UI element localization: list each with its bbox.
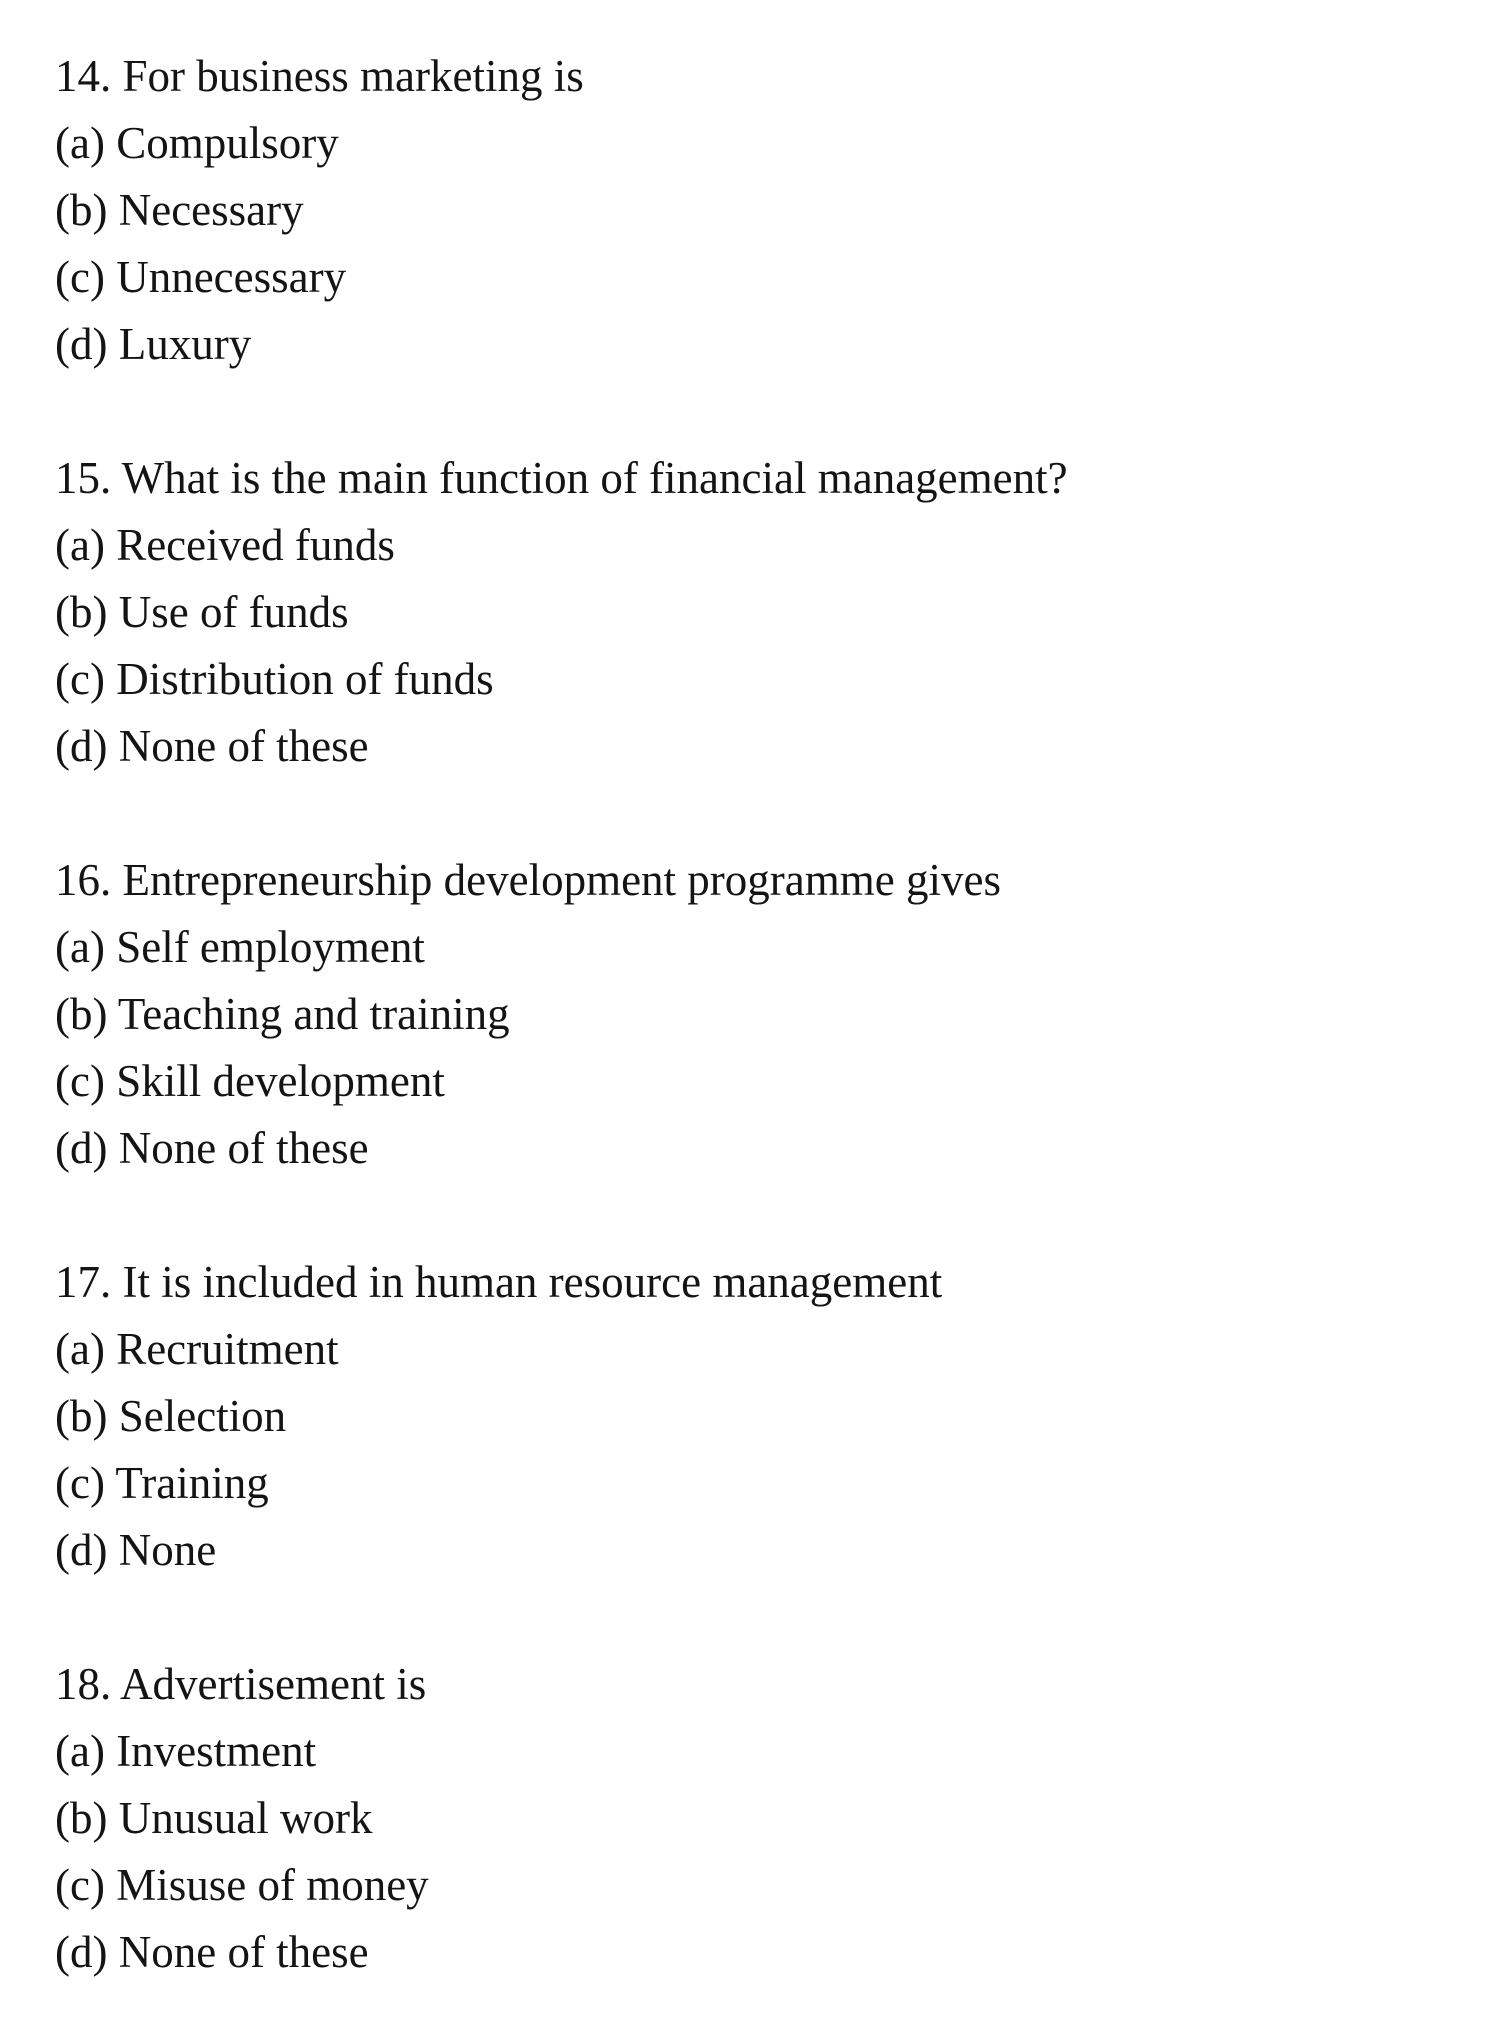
question-15-option-c: (c) Distribution of funds <box>55 654 494 704</box>
question-14-prompt: 14. For business marketing is <box>55 51 584 101</box>
question-17-option-a: (a) Recruitment <box>55 1324 339 1374</box>
question-16-prompt: 16. Entrepreneurship development programme gives <box>55 855 1001 905</box>
question-18-prompt: 18. Advertisement is <box>55 1659 427 1709</box>
question-16-option-b: (b) Teaching and training <box>55 989 510 1039</box>
question-14-option-d: (d) Luxury <box>55 319 252 369</box>
question-17-option-c: (c) Training <box>55 1458 269 1508</box>
question-17-prompt: 17. It is included in human resource management <box>55 1257 943 1307</box>
question-18-option-d: (d) None of these <box>55 1927 369 1977</box>
question-15-option-a: (a) Received funds <box>55 520 395 570</box>
question-18-option-c: (c) Misuse of money <box>55 1860 429 1910</box>
question-block-15 <box>55 445 1475 780</box>
question-16-option-a: (a) Self employment <box>55 922 425 972</box>
question-16-option-d: (d) None of these <box>55 1123 369 1173</box>
question-18-option-b: (b) Unusual work <box>55 1793 373 1843</box>
question-14-option-a: (a) Compulsory <box>55 118 339 168</box>
question-16-option-c: (c) Skill development <box>55 1056 445 1106</box>
question-15-option-d: (d) None of these <box>55 721 369 771</box>
question-block-16 <box>55 847 1475 1182</box>
question-15-prompt: 15. What is the main function of financial management? <box>55 453 1068 503</box>
question-17-option-b: (b) Selection <box>55 1391 287 1441</box>
question-14-option-c: (c) Unnecessary <box>55 252 347 302</box>
question-17-option-d: (d) None <box>55 1525 217 1575</box>
question-block-14 <box>55 43 1475 378</box>
question-block-17 <box>55 1249 1475 1584</box>
question-15-option-b: (b) Use of funds <box>55 587 349 637</box>
question-18-option-a: (a) Investment <box>55 1726 317 1776</box>
question-14-option-b: (b) Necessary <box>55 185 304 235</box>
question-block-18 <box>55 1651 1475 1986</box>
